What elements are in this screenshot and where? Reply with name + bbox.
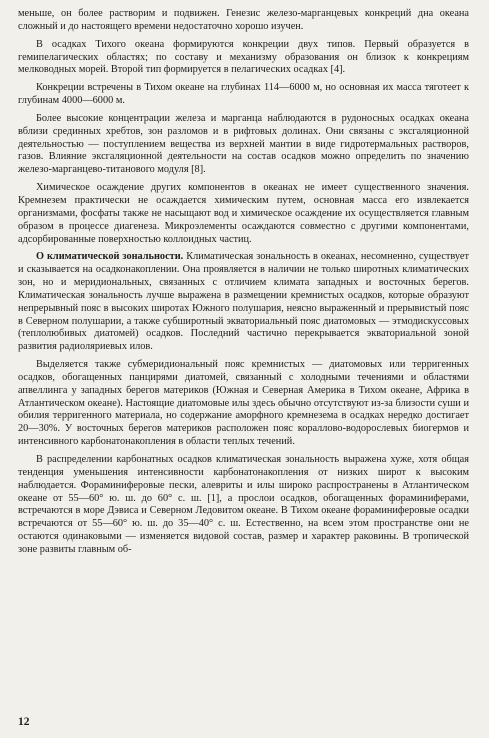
paragraph-1: меньше, он более растворим и подвижен. Генезис железо-марганцевых конкреций дна океана сложный и до настоящего времени недостаточно хорошо изучен.: [18, 8, 469, 32]
paragraph-5: Химическое осаждение других компонентов в океанах не имеет существенного значения. Кремнезем практически не осаждается химическим путем, основная масса его извлекается организмами, фосфаты также не насыщают вод и химическое осаждение их осуществляется главным образом в процессе диагенеза. Микроэлементы осаждаются совместно с другими компонентами, адсорбированные поверхностью коллоидных частиц.: [18, 182, 469, 245]
paragraph-2: В осадках Тихого океана формируются конкреции двух типов. Первый образуется в гемипелагических областях; по составу и механизму образования он близок к конкрециям мелководных морей. Второй тип формируется в пелагических осадках [4].: [18, 38, 469, 76]
paragraph-3: Конкреции встречены в Тихом океане на глубинах 114—6000 м, но основная их масса тяготеет к глубинам 4000—6000 м.: [18, 82, 469, 107]
paragraph-6-text: Климатическая зональность в океанах, несомненно, существует и сказывается на осадконакоплении. Она проявляется в наличии не только широтных климатических зон, но и меридиональных, связанных с отличием климата западных и восточных берегов. Климатическая зональность лучше выражена в размещении кремнистых осадков, которые образуют непрерывный пояс в высоких широтах Южного полушария, неясно выраженный и прерывистый пояс в Северном полушарии, а также субширотный экваториальный пояс диатомовых — этмодискуссовых (теплолюбивых диатомей) осадков. Последний частично перекрывается экваториальной зоной развития радиоляриевых илов.: [18, 251, 470, 353]
page-body: [18, 8, 469, 557]
section-heading: О климатической зональности.: [36, 251, 184, 263]
page-number: 12: [18, 716, 30, 728]
paragraph-4: Более высокие концентрации железа и марганца наблюдаются в рудоносных осадках океана вблизи срединных хребтов, зон разломов и в рифтовых долинах. Они связаны с эксгаляционной деятельностью — поступлением вещества из верхней мантии в виде гидротермальных растворов, газов. Влияние эксгаляционной деятельности на состав осадков можно определить по значению железо-марганцево-титанового модуля [8].: [18, 112, 469, 176]
paragraph-7: Выделяется также субмеридиональный пояс кремнистых — диатомовых или терригенных осадков, обогащенных панцирями диатомей, связанный с холодными течениями и областями апвеллинга у западных берегов материков (Южная и Северная Америка в Тихом океане, Африка в Атлантическом океане). Настоящие диатомовые илы здесь обычно отсутствуют из-за близости суши и обилия терригенного материала, но содержание аморфного кремнезема в осадках нередко достигает 20—30%. У восточных берегов материков расположен пояс коралловo-водорослевых биогермов и интенсивного карбонатонакопления в области теплых течений.: [18, 359, 469, 448]
paragraph-6: [18, 251, 469, 354]
paragraph-8: В распределении карбонатных осадков климатическая зональность выражена хуже, хотя общая тенденция уменьшения интенсивности карбонатонакопления от низких широт к высоким наблюдается. Фораминиферовые пески, алевриты и илы широко распространены в Атлантическом океане от 55—60° ю. ш. до 60° с. ш. [1], а прослои осадков, обогащенных фораминиферами, встречаются в море Дэвиса и Северном Ледовитом океане. В Тихом океане фораминиферовые осадки встречаются от 55—60° ю. ш. до 35—40° с. ш. Естественно, на всем этом пространстве они не остаются одинаковыми — изменяется видовой состав, размер и характер раковины. В тропической зоне развиты главным об-: [18, 454, 469, 555]
